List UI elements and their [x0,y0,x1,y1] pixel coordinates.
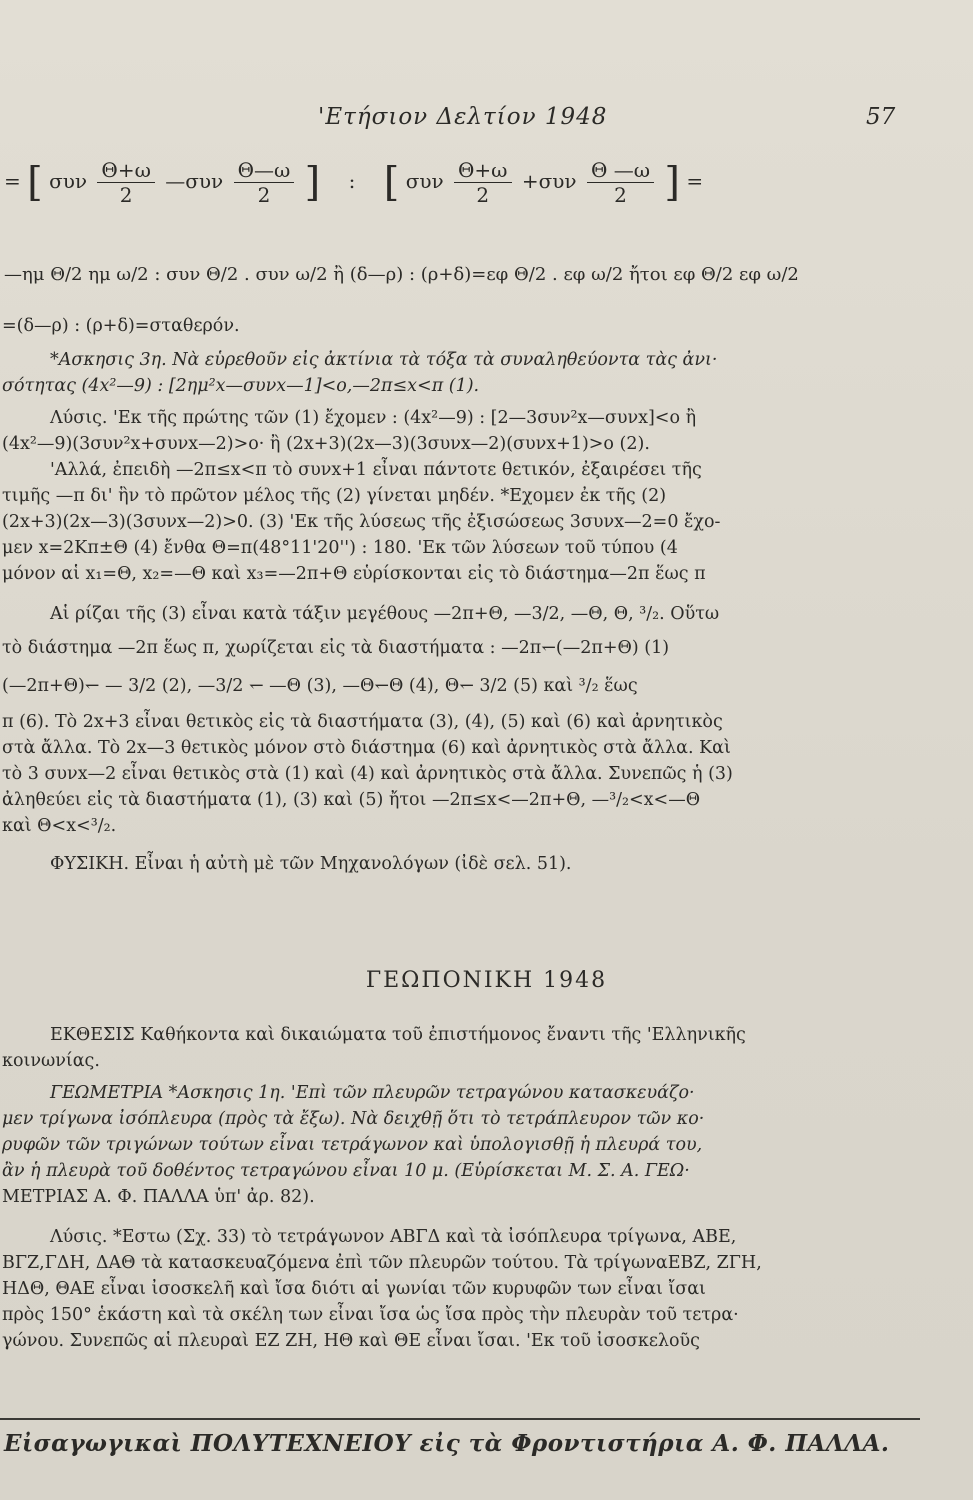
formula-cos-2: συν [405,169,444,193]
text-line: κοινωνίας. [2,1051,100,1071]
formula-line-1 [4,158,703,207]
bracket-close-1: ] [304,159,321,206]
fraction-3 [454,158,511,207]
solution-line: Λύσις. 'Εκ τῆς πρώτης τῶν (1) ἔχομεν : (4x²—9) : [2—3συν²x—συνx]<ο ἢ [50,408,697,428]
section-title: ΓΕΩΠΟΝΙΚΗ 1948 [365,968,608,993]
formula-line-2 [4,262,973,288]
text-line: τιμῆς —π δι' ἣν τὸ πρῶτον μέλος τῆς (2) γίνεται μηδέν. *Εχομεν ἐκ τῆς (2) [2,486,667,506]
text-line: μεν x=2Κπ±Θ (4) ἔνθα Θ=π(48°11'20'') : 180. 'Εκ τῶν λύσεων τοῦ τύπου (4 [2,538,678,558]
fraction-4-num: Θ —ω [587,158,654,183]
footer-advert: Εἰσαγωγικαὶ ΠΟΛΥΤΕΧΝΕΙΟΥ εἰς τὰ Φροντιστήρια Α. Φ. ΠΑΛΛΑ. [4,1430,890,1457]
fraction-2-num: Θ—ω [234,158,295,183]
fraction-1-num: Θ+ω [97,158,154,183]
formula-colon: : [348,169,356,193]
main-text-block [2,313,973,877]
text-line: μόνον αἱ x₁=Θ, x₂=—Θ καὶ x₃=—2π+Θ εὑρίσκονται εἰς τὸ διάστημα—2π ἕως π [2,564,706,584]
text-line: ΜΕΤΡΙΑΣ Α. Φ. ΠΑΛΛΑ ὑπ' ἀρ. 82). [2,1187,315,1207]
text-line: (4x²—9)(3συν²x+συνx—2)>ο· ἢ (2x+3)(2x—3)(3συνx—2)(συνx+1)>ο (2). [2,434,650,454]
text-line: ρυφῶν τῶν τριγώνων τούτων εἶναι τετράγωνον καὶ ὑπολογισθῇ ἡ πλευρά του, [2,1135,703,1155]
geometry-exercise: ΓΕΩΜΕΤΡΙΑ *Ασκησις 1η. 'Επὶ τῶν πλευρῶν τετραγώνου κατασκευάζο· [50,1083,695,1103]
fraction-2-den: 2 [257,183,271,207]
page-number: 57 [866,104,896,130]
fraction-1 [97,158,154,207]
text-line: π (6). Τὸ 2x+3 εἶναι θετικὸς εἰς τὰ διαστήματα (3), (4), (5) καὶ (6) καὶ ἀρνητικὸς [2,712,723,732]
formula-cos-1: συν [49,169,88,193]
text-line: τὸ διάστημα —2π ἕως π, χωρίζεται εἰς τὰ διαστήματα : —2π↽(—2π+Θ) (1) [2,638,670,658]
text-line: γώνου. Συνεπῶς αἱ πλευραὶ ΕΖ ΖΗ, ΗΘ καὶ ΘΕ εἶναι ἴσαι. 'Εκ τοῦ ἰσοσκελοῦς [2,1331,700,1351]
text-line: στὰ ἄλλα. Τὸ 2x—3 θετικὸς μόνον στὸ διάστημα (6) καὶ ἀρνητικὸς στὰ ἄλλα. Καὶ [2,738,731,758]
fraction-4-den: 2 [614,183,627,207]
text-line: (—2π+Θ)↽ — 3/2 (2), —3/2 ↽ —Θ (3), —Θ↽Θ (4), Θ↽ 3/2 (5) καὶ ³/₂ ἕως [2,676,638,696]
text-line: =(δ—ρ) : (ρ+δ)=σταθερόν. [2,316,240,336]
text-line: (2x+3)(2x—3)(3συνx—2)>0. (3) 'Εκ τῆς λύσεως τῆς ἐξισώσεως 3συνx—2=0 ἔχο- [2,512,721,532]
text-line: ΗΔΘ, ΘΑΕ εἶναι ἰσοσκελῆ καὶ ἴσα διότι αἱ γωνίαι τῶν κυρυφῶν των εἶναι ἴσαι [2,1279,706,1299]
formula-plus-cos: +συν [521,169,577,193]
journal-title: 'Ετήσιον Δελτίον 1948 [318,104,608,130]
text-line: καὶ Θ<x<³/₂. [2,816,117,836]
footer-rule [0,1418,920,1420]
solution-line: Λύσις. *Εστω (Σχ. 33) τὸ τετράγωνον ΑΒΓΔ καὶ τὰ ἰσόπλευρα τρίγωνα, ΑΒΕ, [50,1227,737,1247]
essay-topic: ΕΚΘΕΣΙΣ Καθήκοντα καὶ δικαιώματα τοῦ ἐπιστήμονος ἔναντι τῆς 'Ελληνικῆς [50,1025,746,1045]
text-line: τὸ 3 συνx—2 εἶναι θετικὸς στὰ (1) καὶ (4) καὶ ἀρνητικὸς στὰ ἄλλα. Συνεπῶς ἡ (3) [2,764,733,784]
fraction-3-den: 2 [476,183,490,207]
bracket-close-2: ] [664,159,680,206]
text-line: ἀληθεύει εἰς τὰ διαστήματα (1), (3) καὶ (5) ἤτοι —2π≤x<—2π+Θ, —³/₂<x<—Θ [2,790,701,810]
fraction-2 [234,158,295,207]
formula-minus-cos: —συν [165,169,224,193]
running-header [0,104,973,140]
formula-line-2-text: —ημ Θ/2 ημ ω/2 : συν Θ/2 . συν ω/2 ἢ (δ—ρ) : (ρ+δ)=εφ Θ/2 . εφ ω/2 ἤτοι εφ Θ/2 εφ ω/2 [4,264,799,285]
text-line: μεν τρίγωνα ἰσόπλευρα (πρὸς τὰ ἔξω). Νὰ δειχθῇ ὅτι τὸ τετράπλευρον τῶν κο· [2,1109,705,1129]
fraction-3-num: Θ+ω [454,158,511,183]
text-line: 'Αλλά, ἐπειδὴ —2π≤x<π τὸ συνx+1 εἶναι πάντοτε θετικόν, ἐξαιρέσει τῆς [50,460,702,480]
formula-eq-trail: = [686,169,704,193]
text-line: Αἱ ρίζαι τῆς (3) εἶναι κατὰ τάξιν μεγέθους —2π+Θ, —3/2, —Θ, Θ, ³/₂. Οὕτω [50,604,720,624]
physics-note: ΦΥΣΙΚΗ. Εἶναι ἡ αὐτὴ μὲ τῶν Μηχανολόγων (ἰδὲ σελ. 51). [50,854,572,874]
bracket-open-1: [ [27,159,43,206]
fraction-4 [587,158,654,207]
text-line: ΒΓΖ,ΓΔΗ, ΔΑΘ τὰ κατασκευαζόμενα ἐπὶ τῶν πλευρῶν τούτου. Τὰ τρίγωναΕΒΖ, ΖΓΗ, [2,1253,762,1273]
fraction-1-den: 2 [119,183,133,207]
text-line: πρὸς 150° ἑκάστη καὶ τὰ σκέλη των εἶναι ἴσα ὡς ἴσα πρὸς τὴν πλευρὰν τοῦ τετρα· [2,1305,739,1325]
exercise-heading-cont: σότητας (4x²—9) : [2ημ²x—συνx—1]<ο,—2π≤x<π (1). [2,376,480,396]
formula-eq-lead: = [4,169,21,193]
exercise-heading: *Ασκησις 3η. Νὰ εὑρεθοῦν εἰς ἀκτίνια τὰ τόξα τὰ συναληθεύοντα τὰς ἀνι· [50,350,718,370]
bracket-open-2: [ [383,159,400,206]
geoponiki-text-block [2,1022,973,1354]
text-line: ἂν ἡ πλευρὰ τοῦ δοθέντος τετραγώνου εἶναι 10 μ. (Εὑρίσκεται Μ. Σ. Α. ΓΕΩ· [2,1161,690,1181]
